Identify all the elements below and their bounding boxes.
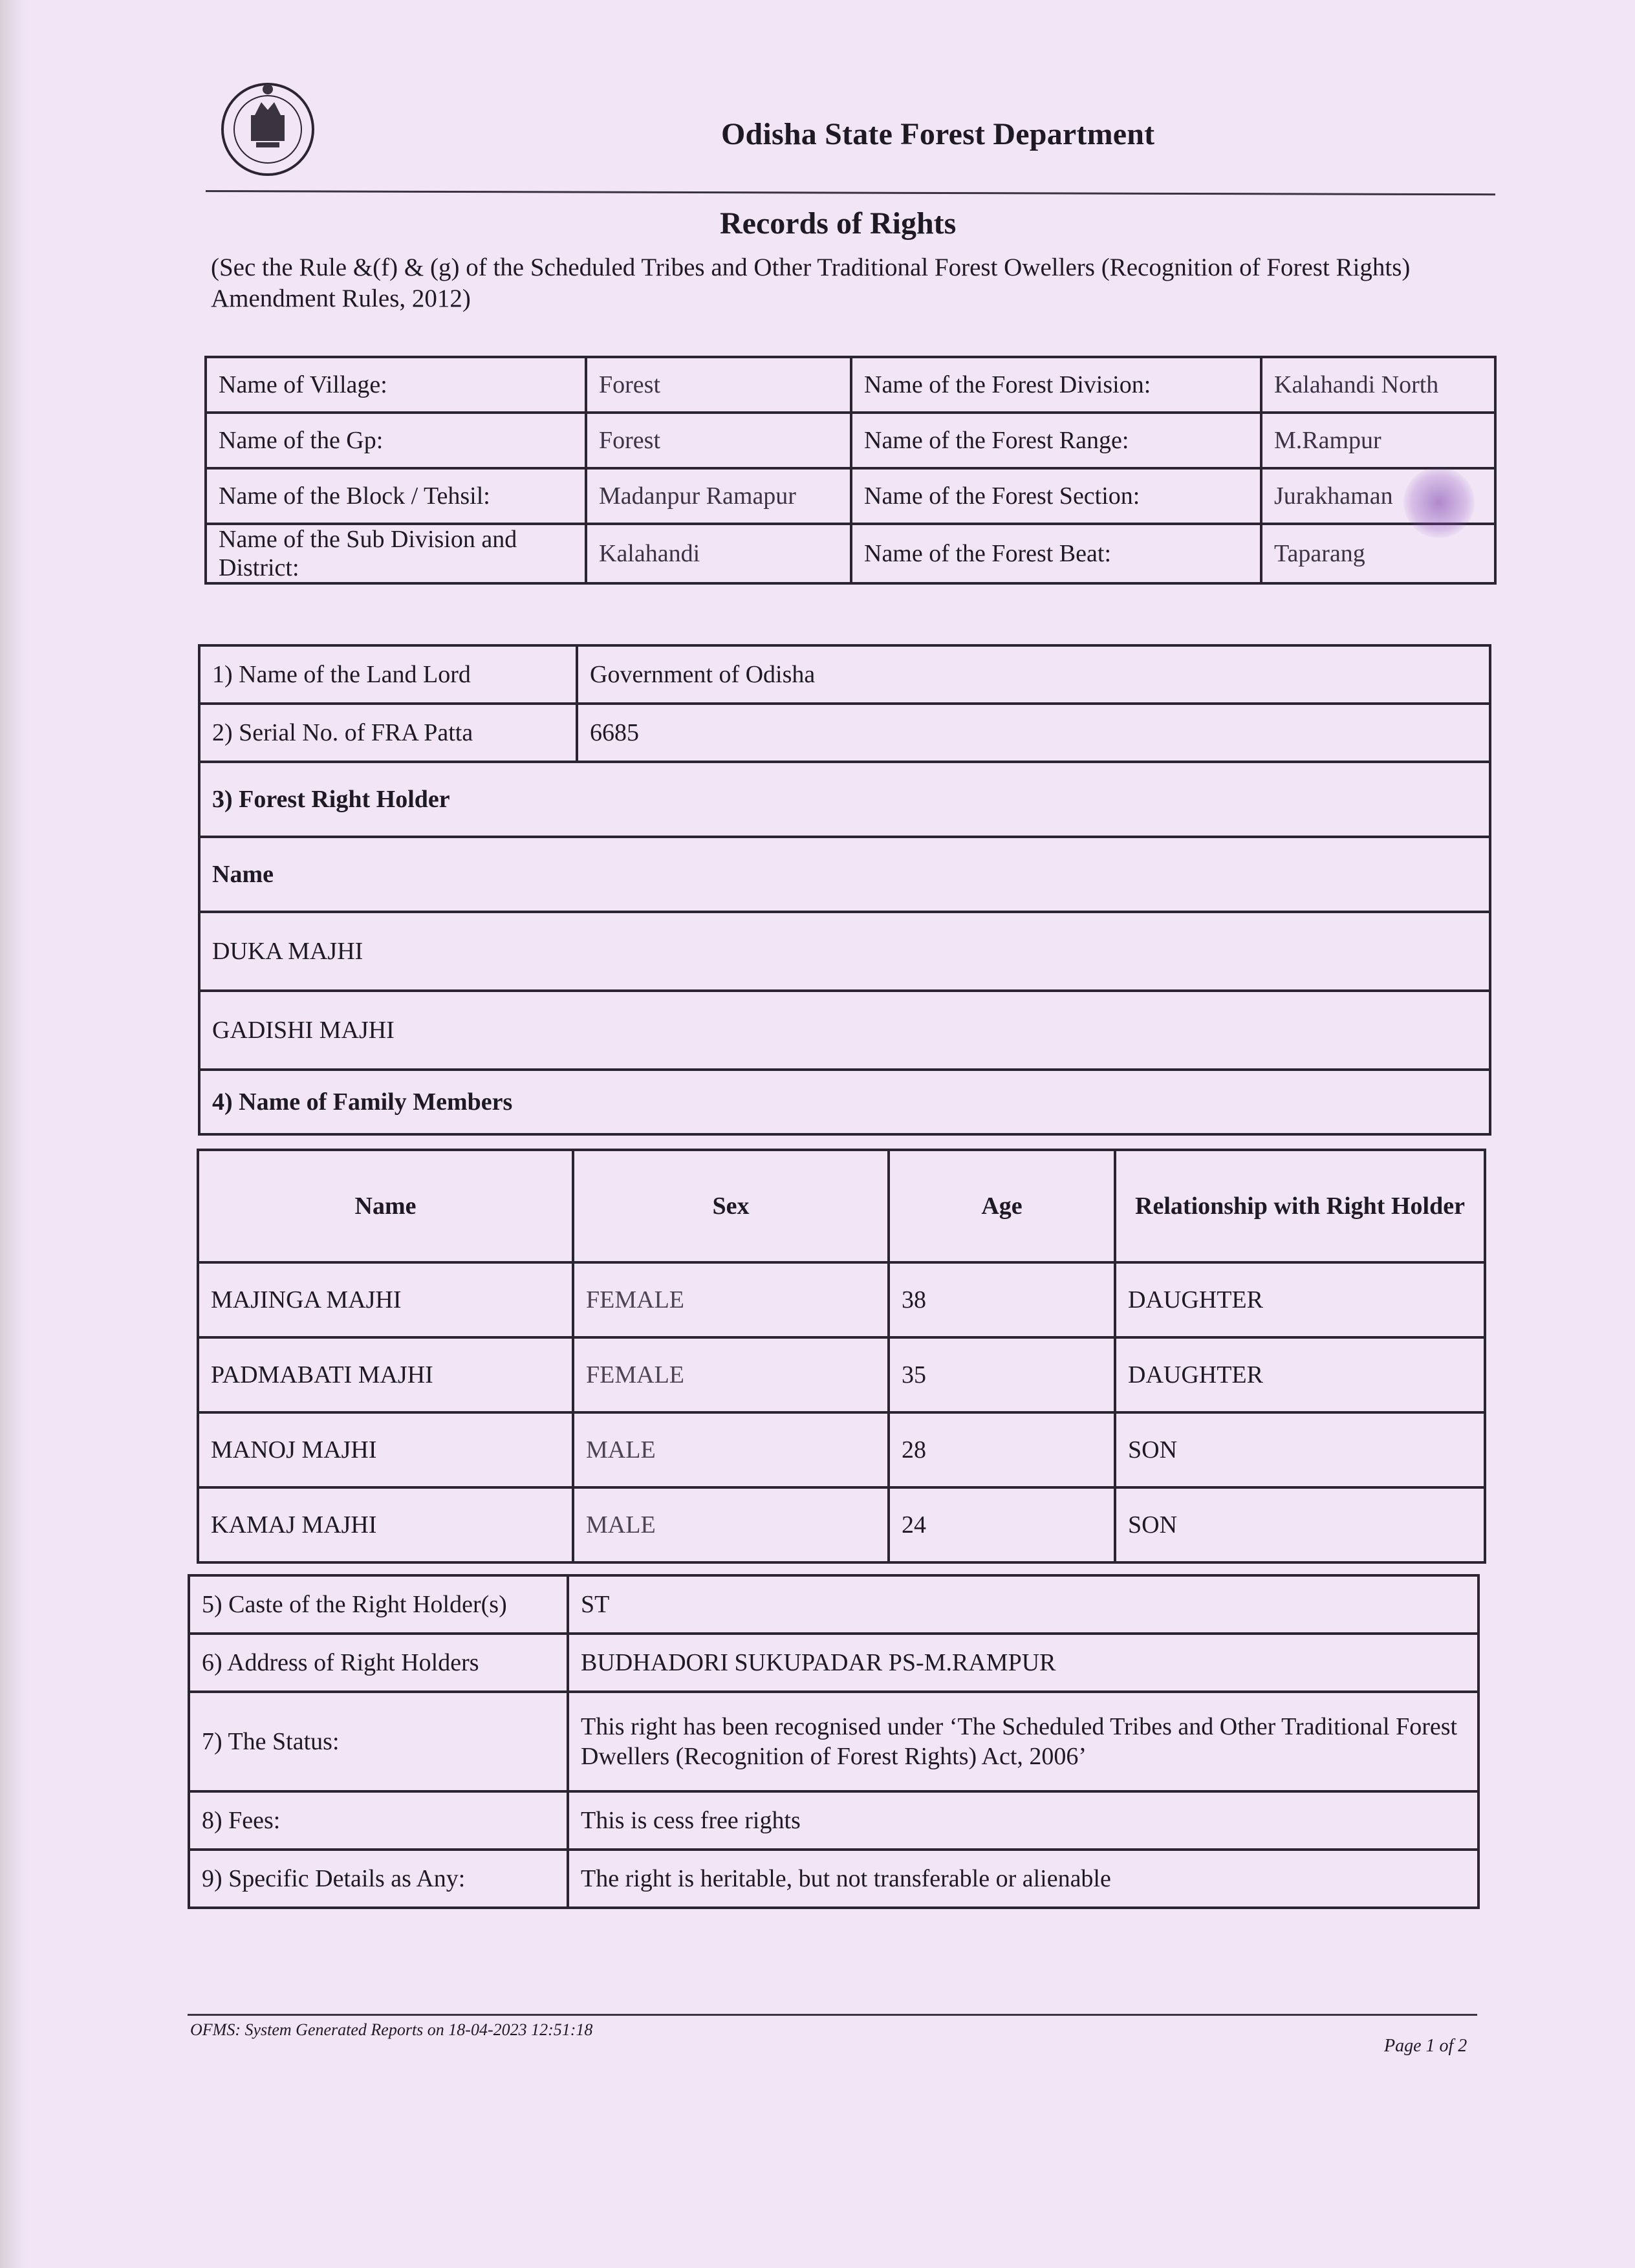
ink-stamp bbox=[1403, 467, 1475, 538]
table-row bbox=[206, 524, 1495, 583]
table-row bbox=[198, 1487, 1485, 1562]
document-title: Records of Rights bbox=[720, 206, 957, 241]
table-row bbox=[206, 468, 1495, 524]
column-header-age: Age bbox=[889, 1150, 1115, 1262]
forest-section-label: Name of the Forest Section: bbox=[851, 468, 1261, 524]
header-divider bbox=[206, 190, 1495, 195]
table-row bbox=[199, 991, 1490, 1070]
member-sex: FEMALE bbox=[573, 1262, 889, 1337]
sub-division-label: Name of the Sub Division and District: bbox=[206, 524, 586, 583]
table-row bbox=[199, 837, 1490, 912]
gp-label: Name of the Gp: bbox=[206, 413, 586, 468]
member-relationship: DAUGHTER bbox=[1115, 1337, 1485, 1412]
column-header-relationship: Relationship with Right Holder bbox=[1115, 1150, 1485, 1262]
forest-range-value: M.Rampur bbox=[1261, 413, 1495, 468]
footer-divider bbox=[188, 2014, 1477, 2016]
address-value: BUDHADORI SUKUPADAR PS-M.RAMPUR bbox=[568, 1634, 1478, 1692]
table-row bbox=[198, 1412, 1485, 1487]
table-row bbox=[189, 1850, 1478, 1908]
fees-label: 8) Fees: bbox=[189, 1791, 568, 1850]
serial-value: 6685 bbox=[577, 704, 1490, 762]
column-header-sex: Sex bbox=[573, 1150, 889, 1262]
table-row bbox=[199, 912, 1490, 991]
gp-value: Forest bbox=[586, 413, 851, 468]
block-label: Name of the Block / Tehsil: bbox=[206, 468, 586, 524]
member-relationship: SON bbox=[1115, 1412, 1485, 1487]
forest-range-label: Name of the Forest Range: bbox=[851, 413, 1261, 468]
forest-beat-label: Name of the Forest Beat: bbox=[851, 524, 1261, 583]
details-table bbox=[188, 1574, 1480, 1909]
member-name: KAMAJ MAJHI bbox=[198, 1487, 573, 1562]
member-age: 28 bbox=[889, 1412, 1115, 1487]
department-title: Odisha State Forest Department bbox=[721, 117, 1155, 151]
holder-name: DUKA MAJHI bbox=[199, 912, 1490, 991]
member-relationship: DAUGHTER bbox=[1115, 1262, 1485, 1337]
record-table bbox=[198, 644, 1491, 1136]
generated-timestamp: OFMS: System Generated Reports on 18-04-2023 12:51:18 bbox=[190, 2020, 593, 2039]
table-header-row bbox=[198, 1150, 1485, 1262]
member-age: 38 bbox=[889, 1262, 1115, 1337]
village-value: Forest bbox=[586, 357, 851, 413]
table-row bbox=[198, 1262, 1485, 1337]
column-header-name: Name bbox=[198, 1150, 573, 1262]
member-age: 35 bbox=[889, 1337, 1115, 1412]
caste-label: 5) Caste of the Right Holder(s) bbox=[189, 1575, 568, 1634]
family-heading: 4) Name of Family Members bbox=[199, 1070, 1490, 1134]
table-row bbox=[198, 1337, 1485, 1412]
specific-details-label: 9) Specific Details as Any: bbox=[189, 1850, 568, 1908]
member-name: MAJINGA MAJHI bbox=[198, 1262, 573, 1337]
table-row bbox=[189, 1634, 1478, 1692]
table-row bbox=[189, 1791, 1478, 1850]
block-value: Madanpur Ramapur bbox=[586, 468, 851, 524]
member-sex: FEMALE bbox=[573, 1337, 889, 1412]
address-label: 6) Address of Right Holders bbox=[189, 1634, 568, 1692]
member-age: 24 bbox=[889, 1487, 1115, 1562]
table-row bbox=[206, 357, 1495, 413]
table-row bbox=[189, 1575, 1478, 1634]
land-lord-label: 1) Name of the Land Lord bbox=[199, 645, 577, 704]
status-value: This right has been recognised under ‘The Scheduled Tribes and Other Traditional Forest Dwellers (Recognition of Forest Rights) Act, 2006’ bbox=[568, 1692, 1478, 1791]
table-row bbox=[206, 413, 1495, 468]
table-row bbox=[199, 1070, 1490, 1134]
document-subtitle: (Sec the Rule &(f) & (g) of the Scheduled Tribes and Other Traditional Forest Owellers (Recognition of Forest Rights) Amendment Rules, 2012) bbox=[211, 254, 1411, 312]
location-table bbox=[204, 356, 1497, 585]
table-row bbox=[189, 1692, 1478, 1791]
specific-details-value: The right is heritable, but not transferable or alienable bbox=[568, 1850, 1478, 1908]
land-lord-value: Government of Odisha bbox=[577, 645, 1490, 704]
table-row bbox=[199, 704, 1490, 762]
member-name: PADMABATI MAJHI bbox=[198, 1337, 573, 1412]
member-sex: MALE bbox=[573, 1487, 889, 1562]
forest-beat-value: Taparang bbox=[1261, 524, 1495, 583]
member-sex: MALE bbox=[573, 1412, 889, 1487]
sub-division-value: Kalahandi bbox=[586, 524, 851, 583]
table-row bbox=[199, 645, 1490, 704]
holder-name: GADISHI MAJHI bbox=[199, 991, 1490, 1070]
member-name: MANOJ MAJHI bbox=[198, 1412, 573, 1487]
forest-section-value: Jurakhaman bbox=[1261, 468, 1495, 524]
odisha-emblem-icon bbox=[219, 70, 317, 184]
forest-division-value: Kalahandi North bbox=[1261, 357, 1495, 413]
holder-heading: 3) Forest Right Holder bbox=[199, 762, 1490, 837]
member-relationship: SON bbox=[1115, 1487, 1485, 1562]
page-number: Page 1 of 2 bbox=[1384, 2036, 1467, 2056]
fees-value: This is cess free rights bbox=[568, 1791, 1478, 1850]
status-label: 7) The Status: bbox=[189, 1692, 568, 1791]
forest-division-label: Name of the Forest Division: bbox=[851, 357, 1261, 413]
village-label: Name of Village: bbox=[206, 357, 586, 413]
caste-value: ST bbox=[568, 1575, 1478, 1634]
serial-label: 2) Serial No. of FRA Patta bbox=[199, 704, 577, 762]
table-row bbox=[199, 762, 1490, 837]
family-members-table bbox=[197, 1149, 1486, 1564]
holder-name-heading: Name bbox=[199, 837, 1490, 912]
